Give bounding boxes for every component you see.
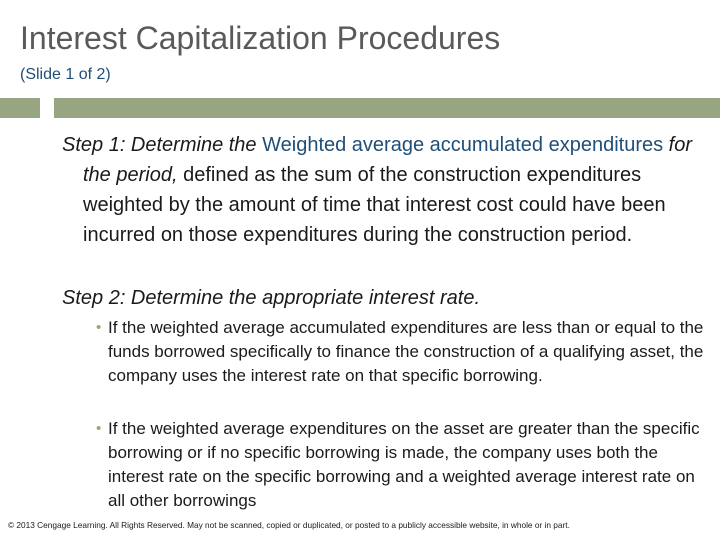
step-1 (62, 130, 702, 250)
bullet-text-1: If the weighted average accumulated expenditures are less than or equal to the funds borrowed specifically to finance the construction of a qualifying asset, the company uses the interest rate on that specific borrowing. (108, 318, 704, 385)
bullet-icon: • (96, 420, 102, 437)
step-1-middle: for the period, (83, 134, 693, 186)
step-1-prefix: Step 1: Determine the (62, 134, 263, 156)
slide-title: Interest Capitalization Procedures (20, 20, 501, 56)
accent-bar-gap (40, 98, 54, 118)
bullet-text-2: If the weighted average expenditures on the asset are greater than the specific borrowing or if no specific borrowing is made, the company uses both the interest rate on the specific borrowing and a weighted average interest rate on all other borrowings (108, 419, 700, 510)
bullet-item-1 (96, 316, 708, 388)
bullet-item-2 (96, 417, 708, 513)
slide-subtitle: (Slide 1 of 2) (20, 66, 111, 83)
accent-bar (0, 98, 720, 118)
step-2-text: Step 2: Determine the appropriate interest rate. (62, 287, 481, 309)
step-2 (62, 283, 702, 313)
bullet-icon: • (96, 319, 102, 336)
copyright-footer: © 2013 Cengage Learning. All Rights Reserved. May not be scanned, copied or duplicated, or posted to a publicly accessible website, in whole or in part. (8, 520, 570, 530)
step-1-highlight: Weighted average accumulated expenditures (262, 134, 664, 156)
step-1-definition: defined as the sum of the construction expenditures weighted by the amount of time that interest cost could have been incurred on those expenditures during the construction period. (83, 164, 666, 246)
